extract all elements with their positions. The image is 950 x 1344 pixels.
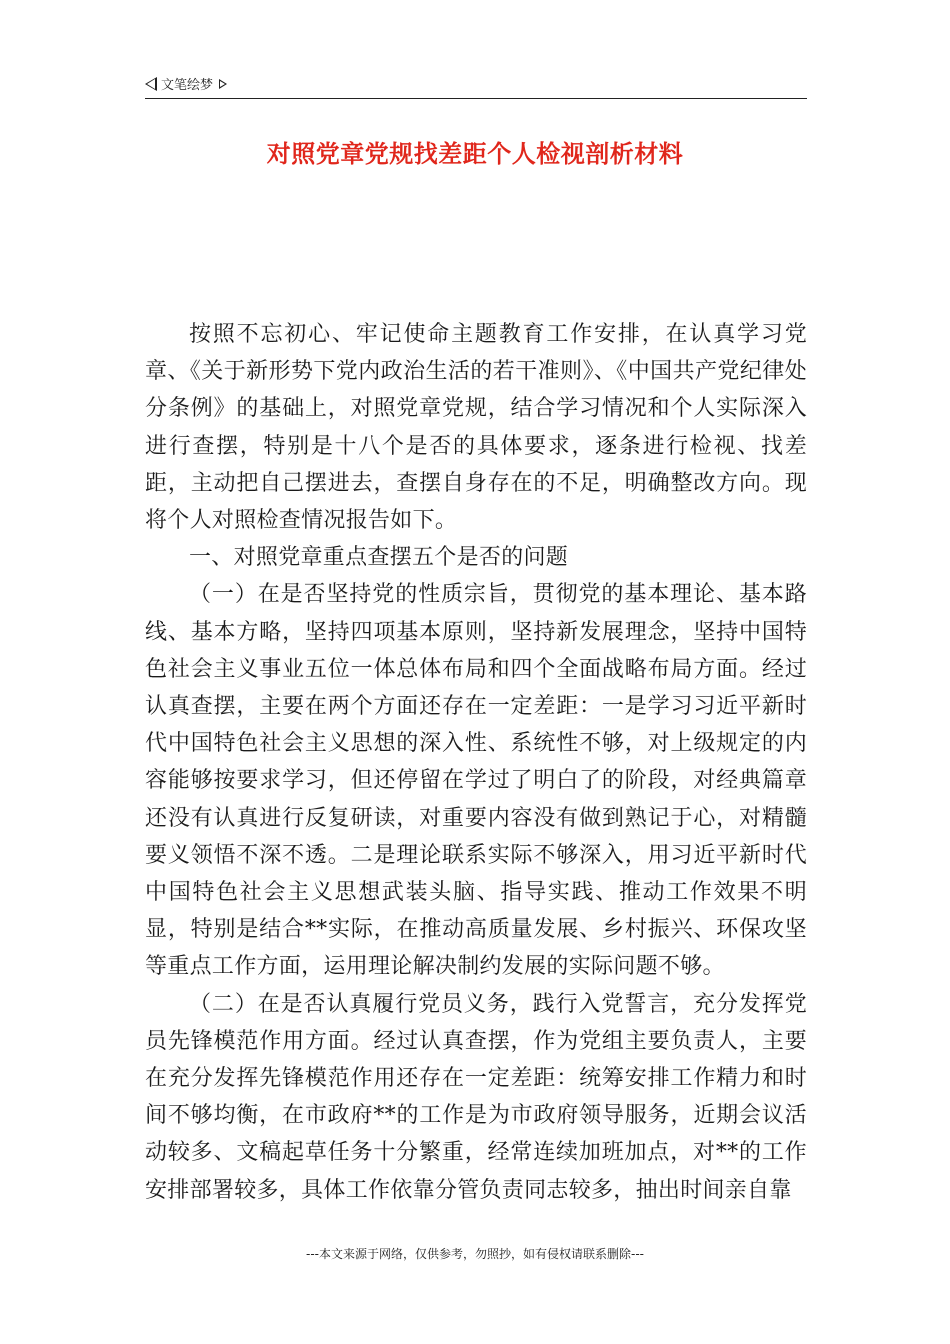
- brand-text: 文笔绘梦: [161, 78, 214, 93]
- header-brand: [145, 74, 227, 93]
- document-title: 对照党章党规找差距个人检视剖析材料: [266, 140, 684, 168]
- page-header: [145, 72, 807, 99]
- paragraph-intro: 按照不忘初心、牢记使命主题教育工作安排，在认真学习党章、《关于新形势下党内政治生活的若干准则》、《中国共产党纪律处分条例》的基础上，对照党章党规，结合学习情况和个人实际深入进行查摆，特别是十八个是否的具体要求，逐条进行检视、找差距，主动把自己摆进去，查摆自身存在的不足，明确整改方向。现将个人对照检查情况报告如下。: [145, 322, 807, 534]
- left-triangle-icon: [145, 77, 157, 91]
- right-triangle-icon: [219, 79, 227, 89]
- document-body: [145, 316, 807, 1209]
- section-heading: 一、对照党章重点查摆五个是否的问题: [189, 545, 569, 571]
- paragraph-item-1: （一）在是否坚持党的性质宗旨，贯彻党的基本理论、基本路线、基本方略，坚持四项基本原则，坚持新发展理念，坚持中国特色社会主义事业五位一体总体布局和四个全面战略布局方面。经过认真查摆，主要在两个方面还存在一定差距：一是学习习近平新时代中国特色社会主义思想的深入性、系统性不够，对上级规定的内容能够按要求学习，但还停留在学过了明白了的阶段，对经典篇章还没有认真进行反复研读，对重要内容没有做到熟记于心，对精髓要义领悟不深不透。二是理论联系实际不够深入，用习近平新时代中国特色社会主义思想武装头脑、指导实践、推动工作效果不明显，特别是结合**实际，在推动高质量发展、乡村振兴、环保攻坚等重点工作方面，运用理论解决制约发展的实际问题不够。: [145, 582, 807, 980]
- paragraph-item-2: （二）在是否认真履行党员义务，践行入党誓言，充分发挥党员先锋模范作用方面。经过认真查摆，作为党组主要负责人，主要在充分发挥先锋模范作用还存在一定差距：统筹安排工作精力和时间不够均衡，在市政府**的工作是为市政府领导服务，近期会议活动较多、文稿起草任务十分繁重，经常连续加班加点，对**的工作安排部署较多，具体工作依靠分管负责同志较多，抽出时间亲自靠: [145, 991, 807, 1203]
- footer-disclaimer: ---本文来源于网络，仅供参考，勿照抄，如有侵权请联系删除---: [306, 1247, 644, 1261]
